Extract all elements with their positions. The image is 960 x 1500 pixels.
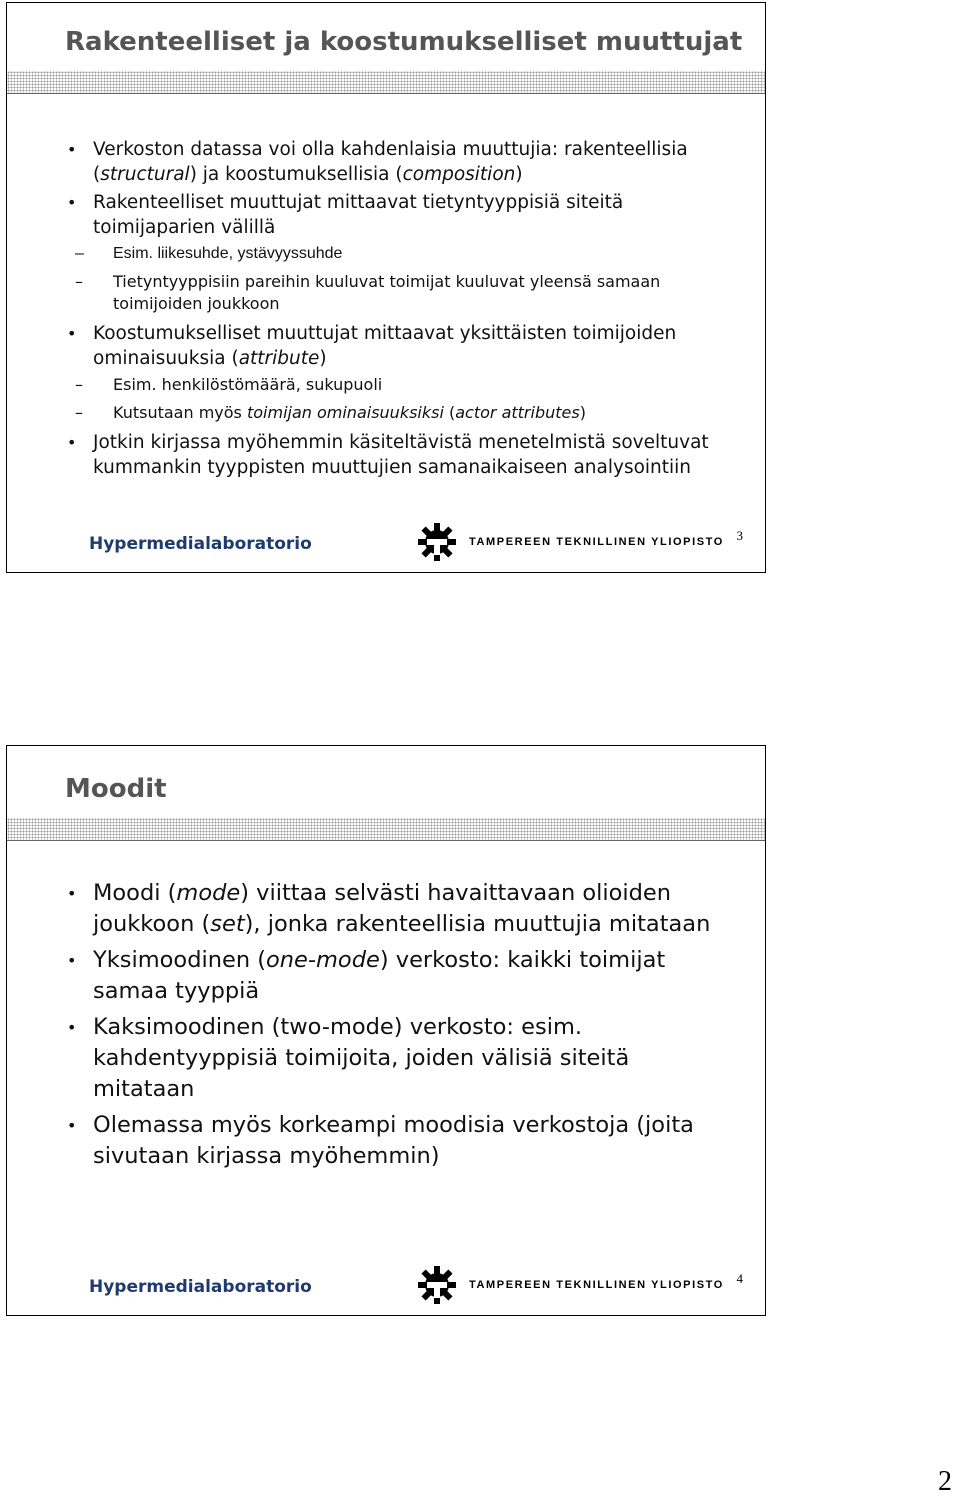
bullet-item: • Kaksimoodinen (two-mode) verkosto: esim. kahdentyyppisiä toimijoita, joiden välisiä siteitä mitataan bbox=[67, 1014, 630, 1102]
slide-3 bbox=[6, 2, 766, 573]
dash-icon: – bbox=[75, 403, 83, 422]
page-number: 2 bbox=[938, 1466, 952, 1497]
bullet-icon: • bbox=[67, 884, 77, 903]
bullet-item: • Jotkin kirjassa myöhemmin käsiteltävistä menetelmistä soveltuvat kummankin tyyppisten muuttujien samanaikaiseen analysointiin bbox=[67, 432, 709, 478]
bullet-icon: • bbox=[67, 1116, 77, 1135]
bullet-item: • Yksimoodinen (one-mode) verkosto: kaikki toimijat samaa tyyppiä bbox=[67, 947, 666, 1004]
bullet-item: • Olemassa myös korkeampi moodisia verkostoja (joita sivutaan kirjassa myöhemmin) bbox=[67, 1112, 694, 1169]
dash-icon: – bbox=[75, 375, 83, 394]
bullet-icon: • bbox=[67, 193, 77, 212]
bullet-icon: • bbox=[67, 140, 77, 159]
university-name: TAMPEREEN TEKNILLINEN YLIOPISTO bbox=[469, 536, 724, 548]
title-divider bbox=[7, 818, 765, 841]
bullet-item: • Rakenteelliset muuttujat mittaavat tietyntyyppisiä siteitä toimijaparien välillä – Esim. liikesuhde, ystävyyssuhde – Tietyntyyppisiin pareihin kuuluvat toimijat kuuluvat yleensä samaan toimijoiden joukkoon bbox=[65, 190, 735, 315]
bullet-item: • Koostumukselliset muuttujat mittaavat yksittäisten toimijoiden ominaisuuksia (attribute) – Esim. henkilöstömäärä, sukupuoli – Kutsutaan myös toimijan ominaisuuksiksi (actor attributes) bbox=[65, 321, 735, 424]
slide-number: 4 bbox=[736, 1271, 743, 1286]
slide-content bbox=[65, 878, 735, 1177]
bullet-icon: • bbox=[67, 951, 77, 970]
university-name: TAMPEREEN TEKNILLINEN YLIOPISTO bbox=[469, 1279, 724, 1291]
gear-logo-icon bbox=[417, 522, 457, 562]
bullet-item: • Verkoston datassa voi olla kahdenlaisia muuttujia: rakenteellisia (structural) ja koostumuksellisia (composition) bbox=[67, 139, 688, 185]
bullet-icon: • bbox=[67, 1018, 77, 1037]
sub-bullet-item: – Esim. liikesuhde, ystävyyssuhde bbox=[65, 243, 735, 265]
university-logo bbox=[417, 522, 724, 562]
bullet-icon: • bbox=[67, 433, 77, 452]
slide-content bbox=[65, 137, 735, 483]
slide-number: 3 bbox=[736, 528, 743, 543]
footer-lab-name: Hypermedialaboratorio bbox=[89, 1277, 312, 1297]
slide-4 bbox=[6, 745, 766, 1316]
footer-lab-name: Hypermedialaboratorio bbox=[89, 534, 312, 554]
sub-bullet-item: – Esim. henkilöstömäärä, sukupuoli bbox=[75, 375, 383, 394]
slide-title: Moodit bbox=[65, 774, 167, 804]
dash-icon: – bbox=[75, 272, 83, 291]
sub-bullet-item: – Kutsutaan myös toimijan ominaisuuksiksi (actor attributes) bbox=[75, 403, 586, 422]
gear-logo-icon bbox=[417, 1265, 457, 1305]
sub-bullet-item: – Tietyntyyppisiin pareihin kuuluvat toimijat kuuluvat yleensä samaan toimijoiden joukkoon bbox=[75, 272, 661, 313]
university-logo bbox=[417, 1265, 724, 1305]
title-divider bbox=[7, 71, 765, 94]
bullet-item: • Moodi (mode) viittaa selvästi havaittavaan olioiden joukkoon (set), jonka rakenteellisia muuttujia mitataan bbox=[67, 880, 711, 937]
bullet-icon: • bbox=[67, 324, 77, 343]
slide-title: Rakenteelliset ja koostumukselliset muuttujat bbox=[65, 27, 743, 57]
dash-icon: – bbox=[75, 245, 84, 262]
